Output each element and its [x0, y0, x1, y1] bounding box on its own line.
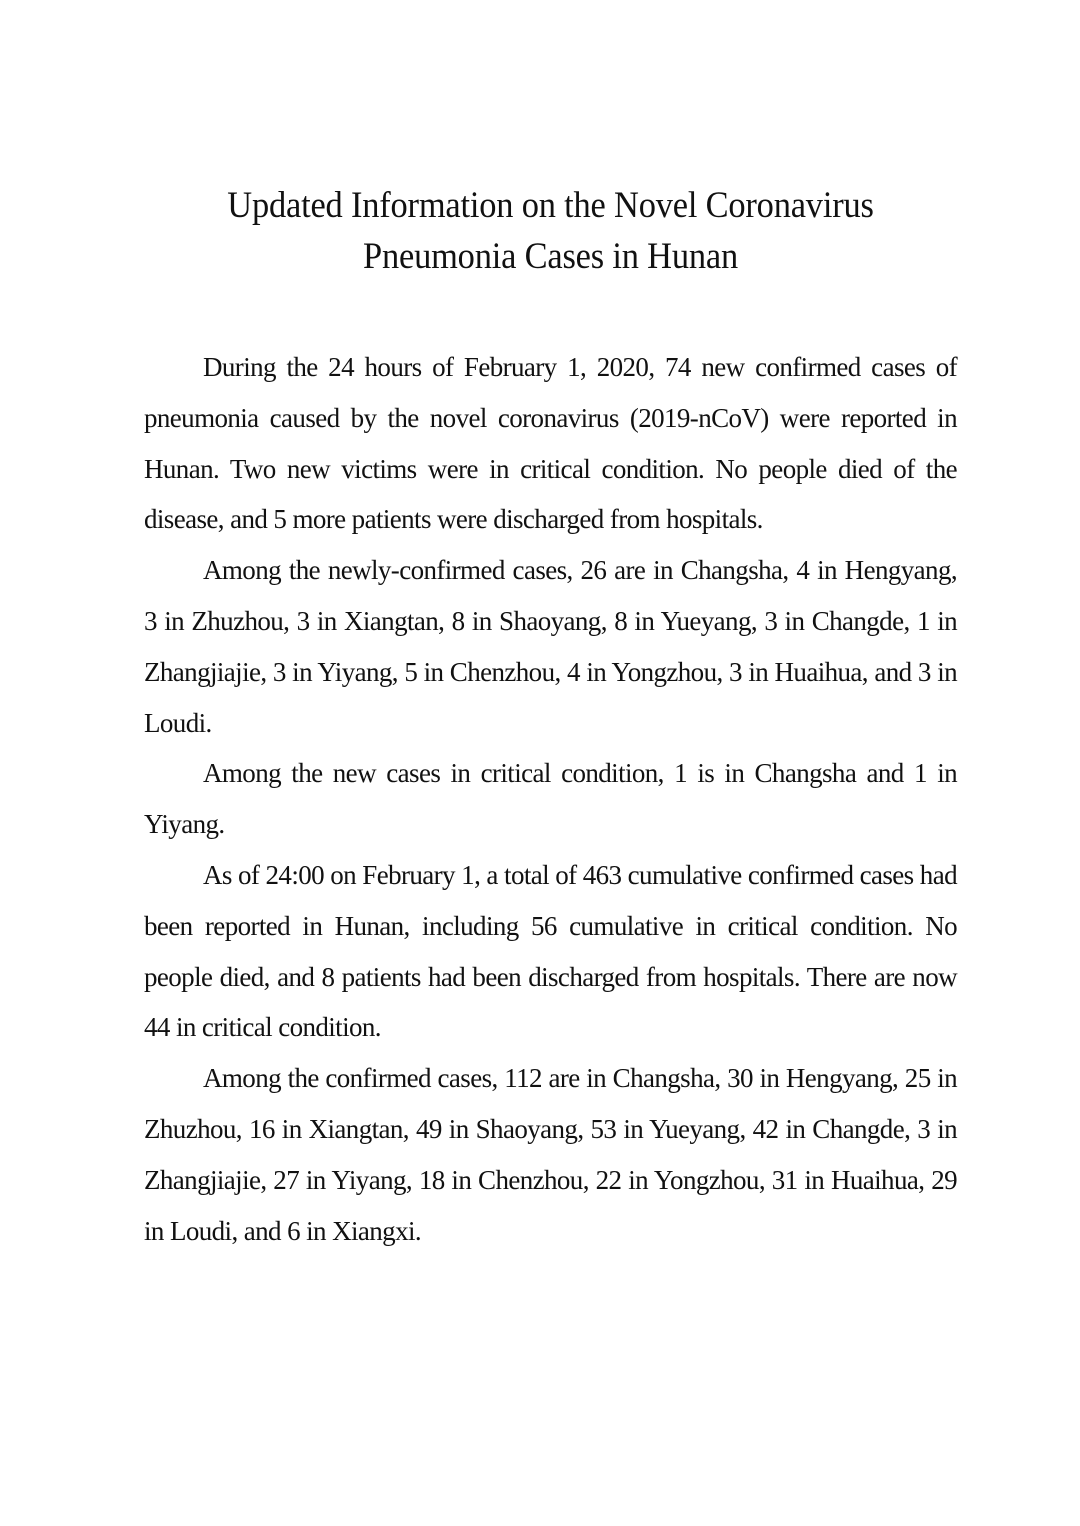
title-line-1: Updated Information on the Novel Coronavirus — [227, 185, 874, 226]
paragraph-new-cases-by-city: Among the newly-confirmed cases, 26 are in Changsha, 4 in Hengyang, 3 in Zhuzhou, 3 in Xiangtan, 8 in Shaoyang, 8 in Yueyang, 3 in Changde, 1 in Zhangjiajie, 3 in Yiyang, 5 in Chenzhou, 4 in Yongzhou, 3 in Huaihua, and 3 in Loudi. — [144, 555, 957, 738]
paragraph-summary: During the 24 hours of February 1, 2020, 74 new confirmed cases of pneumonia caused by the novel coronavirus (2019-nCoV) were reported in Hunan. Two new victims were in critical condition. No people died of the disease, and 5 more patients were discharged from hospitals. — [144, 352, 957, 535]
document-title — [172, 180, 928, 282]
paragraph-cumulative-by-city: Among the confirmed cases, 112 are in Changsha, 30 in Hengyang, 25 in Zhuzhou, 16 in Xiangtan, 49 in Shaoyang, 53 in Yueyang, 42 in Changde, 3 in Zhangjiajie, 27 in Yiyang, 18 in Chenzhou, 22 in Yongzhou, 31 in Huaihua, 29 in Loudi, and 6 in Xiangxi. — [144, 1063, 957, 1246]
document-page — [144, 180, 957, 1256]
paragraph-cumulative-totals: As of 24:00 on February 1, a total of 463 cumulative confirmed cases had been reported in Hunan, including 56 cumulative in critical condition. No people died, and 8 patients had been discharged from hospitals. There are now 44 in critical condition. — [144, 859, 957, 1043]
document-body — [144, 342, 957, 1256]
paragraph-new-critical-cases: Among the new cases in critical condition, 1 is in Changsha and 1 in Yiyang. — [144, 758, 957, 840]
title-line-2: Pneumonia Cases in Hunan — [363, 236, 738, 277]
